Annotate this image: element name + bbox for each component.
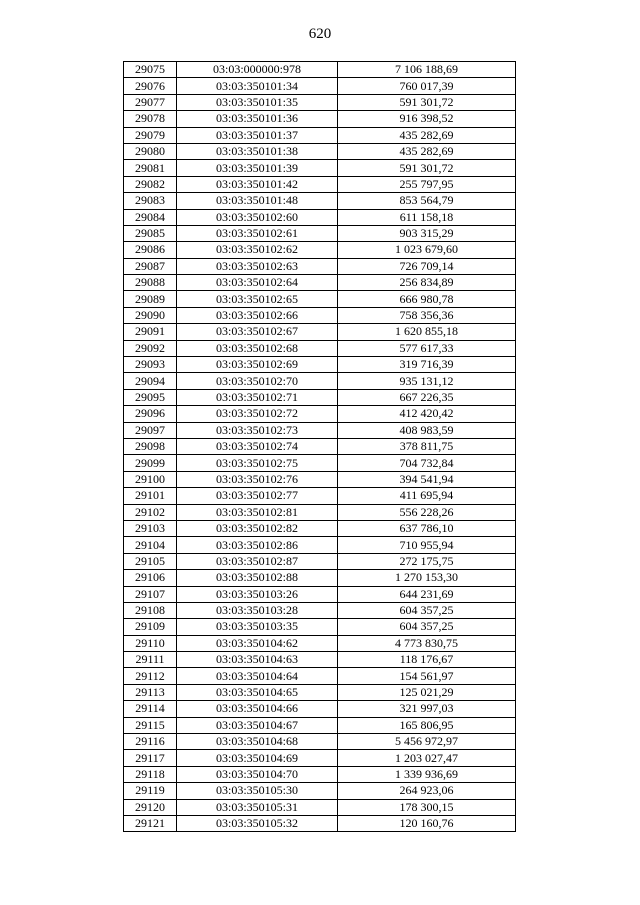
cadastral-number-cell: 03:03:350102:70 — [177, 373, 338, 389]
cadastral-value-cell: 903 315,29 — [338, 225, 516, 241]
cadastral-number-cell: 03:03:350103:26 — [177, 586, 338, 602]
cadastral-value-cell: 255 797,95 — [338, 176, 516, 192]
row-number-cell: 29114 — [124, 701, 177, 717]
cadastral-value-cell: 577 617,33 — [338, 340, 516, 356]
cadastral-number-cell: 03:03:350102:64 — [177, 275, 338, 291]
cadastral-value-cell: 591 301,72 — [338, 94, 516, 110]
cadastral-value-cell: 1 620 855,18 — [338, 324, 516, 340]
table-row — [124, 799, 516, 815]
cadastral-number-cell: 03:03:350105:32 — [177, 815, 338, 831]
table-row — [124, 225, 516, 241]
table-row — [124, 537, 516, 553]
row-number-cell: 29087 — [124, 258, 177, 274]
table-row — [124, 553, 516, 569]
row-number-cell: 29097 — [124, 422, 177, 438]
cadastral-number-cell: 03:03:350101:39 — [177, 160, 338, 176]
cadastral-value-cell: 726 709,14 — [338, 258, 516, 274]
cadastral-number-cell: 03:03:350104:65 — [177, 684, 338, 700]
cadastral-number-cell: 03:03:350101:35 — [177, 94, 338, 110]
table-row — [124, 602, 516, 618]
table-row — [124, 504, 516, 520]
cadastral-number-cell: 03:03:350103:35 — [177, 619, 338, 635]
table-row — [124, 750, 516, 766]
row-number-cell: 29121 — [124, 815, 177, 831]
cadastral-number-cell: 03:03:350102:65 — [177, 291, 338, 307]
row-number-cell: 29092 — [124, 340, 177, 356]
cadastral-number-cell: 03:03:350102:68 — [177, 340, 338, 356]
row-number-cell: 29100 — [124, 471, 177, 487]
cadastral-value-cell: 916 398,52 — [338, 111, 516, 127]
cadastral-value-cell: 5 456 972,97 — [338, 734, 516, 750]
cadastral-value-cell: 637 786,10 — [338, 520, 516, 536]
row-number-cell: 29098 — [124, 438, 177, 454]
cadastral-value-cell: 760 017,39 — [338, 78, 516, 94]
table-row — [124, 62, 516, 78]
cadastral-number-cell: 03:03:350102:87 — [177, 553, 338, 569]
cadastral-number-cell: 03:03:350101:42 — [177, 176, 338, 192]
row-number-cell: 29089 — [124, 291, 177, 307]
cadastral-value-cell: 7 106 188,69 — [338, 62, 516, 78]
row-number-cell: 29118 — [124, 766, 177, 782]
cadastral-value-cell: 435 282,69 — [338, 143, 516, 159]
cadastral-value-cell: 1 203 027,47 — [338, 750, 516, 766]
table-row — [124, 111, 516, 127]
cadastral-value-cell: 264 923,06 — [338, 783, 516, 799]
table-row — [124, 143, 516, 159]
cadastral-value-cell: 556 228,26 — [338, 504, 516, 520]
cadastral-value-cell: 1 339 936,69 — [338, 766, 516, 782]
table-row — [124, 684, 516, 700]
table-row — [124, 783, 516, 799]
row-number-cell: 29090 — [124, 307, 177, 323]
cadastral-number-cell: 03:03:000000:978 — [177, 62, 338, 78]
row-number-cell: 29115 — [124, 717, 177, 733]
cadastral-number-cell: 03:03:350101:34 — [177, 78, 338, 94]
table-row — [124, 275, 516, 291]
row-number-cell: 29082 — [124, 176, 177, 192]
cadastral-value-cell: 1 023 679,60 — [338, 242, 516, 258]
cadastral-value-cell: 378 811,75 — [338, 438, 516, 454]
row-number-cell: 29077 — [124, 94, 177, 110]
row-number-cell: 29117 — [124, 750, 177, 766]
cadastral-number-cell: 03:03:350104:67 — [177, 717, 338, 733]
cadastral-number-cell: 03:03:350101:38 — [177, 143, 338, 159]
row-number-cell: 29076 — [124, 78, 177, 94]
cadastral-number-cell: 03:03:350105:30 — [177, 783, 338, 799]
cadastral-number-cell: 03:03:350102:86 — [177, 537, 338, 553]
cadastral-value-cell: 256 834,89 — [338, 275, 516, 291]
table-row — [124, 619, 516, 635]
cadastral-value-cell: 321 997,03 — [338, 701, 516, 717]
cadastral-number-cell: 03:03:350102:69 — [177, 357, 338, 373]
cadastral-value-cell: 1 270 153,30 — [338, 570, 516, 586]
row-number-cell: 29084 — [124, 209, 177, 225]
cadastral-number-cell: 03:03:350102:71 — [177, 389, 338, 405]
row-number-cell: 29078 — [124, 111, 177, 127]
cadastral-number-cell: 03:03:350102:66 — [177, 307, 338, 323]
cadastral-number-cell: 03:03:350101:36 — [177, 111, 338, 127]
table-row — [124, 94, 516, 110]
cadastral-number-cell: 03:03:350101:48 — [177, 193, 338, 209]
cadastral-value-cell: 412 420,42 — [338, 406, 516, 422]
cadastral-number-cell: 03:03:350101:37 — [177, 127, 338, 143]
cadastral-value-cell: 704 732,84 — [338, 455, 516, 471]
row-number-cell: 29113 — [124, 684, 177, 700]
table-row — [124, 193, 516, 209]
cadastral-value-cell: 853 564,79 — [338, 193, 516, 209]
table-row — [124, 176, 516, 192]
row-number-cell: 29116 — [124, 734, 177, 750]
row-number-cell: 29096 — [124, 406, 177, 422]
table-row — [124, 815, 516, 831]
cadastral-number-cell: 03:03:350102:88 — [177, 570, 338, 586]
row-number-cell: 29093 — [124, 357, 177, 373]
cadastral-number-cell: 03:03:350102:74 — [177, 438, 338, 454]
table-row — [124, 291, 516, 307]
table-row — [124, 635, 516, 651]
cadastral-value-cell: 644 231,69 — [338, 586, 516, 602]
table-row — [124, 471, 516, 487]
cadastral-number-cell: 03:03:350102:82 — [177, 520, 338, 536]
table-row — [124, 160, 516, 176]
row-number-cell: 29080 — [124, 143, 177, 159]
cadastral-value-cell: 758 356,36 — [338, 307, 516, 323]
table-row — [124, 340, 516, 356]
cadastral-number-cell: 03:03:350102:77 — [177, 488, 338, 504]
row-number-cell: 29095 — [124, 389, 177, 405]
table-row — [124, 701, 516, 717]
cadastral-number-cell: 03:03:350105:31 — [177, 799, 338, 815]
cadastral-number-cell: 03:03:350102:73 — [177, 422, 338, 438]
cadastral-value-cell: 611 158,18 — [338, 209, 516, 225]
cadastral-number-cell: 03:03:350102:76 — [177, 471, 338, 487]
row-number-cell: 29109 — [124, 619, 177, 635]
cadastral-number-cell: 03:03:350102:67 — [177, 324, 338, 340]
table-row — [124, 455, 516, 471]
table-row — [124, 209, 516, 225]
cadastral-value-cell: 935 131,12 — [338, 373, 516, 389]
table-row — [124, 717, 516, 733]
row-number-cell: 29120 — [124, 799, 177, 815]
cadastral-number-cell: 03:03:350102:72 — [177, 406, 338, 422]
row-number-cell: 29119 — [124, 783, 177, 799]
table-row — [124, 520, 516, 536]
table-row — [124, 406, 516, 422]
cadastral-number-cell: 03:03:350104:64 — [177, 668, 338, 684]
row-number-cell: 29105 — [124, 553, 177, 569]
cadastral-value-cell: 165 806,95 — [338, 717, 516, 733]
cadastral-value-cell: 411 695,94 — [338, 488, 516, 504]
cadastral-value-cell: 408 983,59 — [338, 422, 516, 438]
cadastral-value-cell: 435 282,69 — [338, 127, 516, 143]
table-row — [124, 586, 516, 602]
cadastral-number-cell: 03:03:350104:70 — [177, 766, 338, 782]
row-number-cell: 29101 — [124, 488, 177, 504]
page-number: 620 — [308, 26, 332, 42]
cadastral-value-cell: 118 176,67 — [338, 652, 516, 668]
row-number-cell: 29083 — [124, 193, 177, 209]
cadastral-value-cell: 120 160,76 — [338, 815, 516, 831]
table-row — [124, 766, 516, 782]
row-number-cell: 29075 — [124, 62, 177, 78]
cadastral-value-cell: 666 980,78 — [338, 291, 516, 307]
row-number-cell: 29102 — [124, 504, 177, 520]
cadastral-value-cell: 710 955,94 — [338, 537, 516, 553]
table-row — [124, 324, 516, 340]
table-row — [124, 127, 516, 143]
row-number-cell: 29106 — [124, 570, 177, 586]
row-number-cell: 29088 — [124, 275, 177, 291]
cadastral-value-cell: 591 301,72 — [338, 160, 516, 176]
cadastral-number-cell: 03:03:350104:62 — [177, 635, 338, 651]
table-row — [124, 570, 516, 586]
row-number-cell: 29111 — [124, 652, 177, 668]
cadastral-value-cell: 178 300,15 — [338, 799, 516, 815]
cadastral-number-cell: 03:03:350104:68 — [177, 734, 338, 750]
table-row — [124, 652, 516, 668]
table-row — [124, 668, 516, 684]
row-number-cell: 29099 — [124, 455, 177, 471]
row-number-cell: 29091 — [124, 324, 177, 340]
row-number-cell: 29110 — [124, 635, 177, 651]
cadastral-number-cell: 03:03:350102:75 — [177, 455, 338, 471]
row-number-cell: 29112 — [124, 668, 177, 684]
table-row — [124, 258, 516, 274]
row-number-cell: 29104 — [124, 537, 177, 553]
row-number-cell: 29094 — [124, 373, 177, 389]
row-number-cell: 29079 — [124, 127, 177, 143]
table-row — [124, 389, 516, 405]
table-row — [124, 488, 516, 504]
cadastral-number-cell: 03:03:350104:66 — [177, 701, 338, 717]
cadastral-value-cell: 4 773 830,75 — [338, 635, 516, 651]
cadastral-number-cell: 03:03:350102:60 — [177, 209, 338, 225]
table-row — [124, 307, 516, 323]
cadastral-value-cell: 604 357,25 — [338, 602, 516, 618]
cadastral-value-cell: 154 561,97 — [338, 668, 516, 684]
cadastral-value-cell: 604 357,25 — [338, 619, 516, 635]
cadastral-number-cell: 03:03:350102:62 — [177, 242, 338, 258]
table-row — [124, 78, 516, 94]
cadastral-number-cell: 03:03:350104:63 — [177, 652, 338, 668]
cadastral-value-cell: 319 716,39 — [338, 357, 516, 373]
cadastral-number-cell: 03:03:350102:61 — [177, 225, 338, 241]
cadastral-value-cell: 272 175,75 — [338, 553, 516, 569]
cadastral-number-cell: 03:03:350104:69 — [177, 750, 338, 766]
row-number-cell: 29107 — [124, 586, 177, 602]
cadastral-value-cell: 667 226,35 — [338, 389, 516, 405]
cadastral-number-cell: 03:03:350102:63 — [177, 258, 338, 274]
table-row — [124, 357, 516, 373]
row-number-cell: 29103 — [124, 520, 177, 536]
row-number-cell: 29081 — [124, 160, 177, 176]
row-number-cell: 29085 — [124, 225, 177, 241]
table-row — [124, 438, 516, 454]
cadastral-value-cell: 394 541,94 — [338, 471, 516, 487]
cadastral-number-cell: 03:03:350103:28 — [177, 602, 338, 618]
row-number-cell: 29108 — [124, 602, 177, 618]
cadastral-value-cell: 125 021,29 — [338, 684, 516, 700]
table-row — [124, 373, 516, 389]
cadastral-value-table — [123, 61, 516, 832]
table-body — [124, 62, 516, 832]
table-row — [124, 242, 516, 258]
table-row — [124, 422, 516, 438]
table-row — [124, 734, 516, 750]
row-number-cell: 29086 — [124, 242, 177, 258]
cadastral-number-cell: 03:03:350102:81 — [177, 504, 338, 520]
